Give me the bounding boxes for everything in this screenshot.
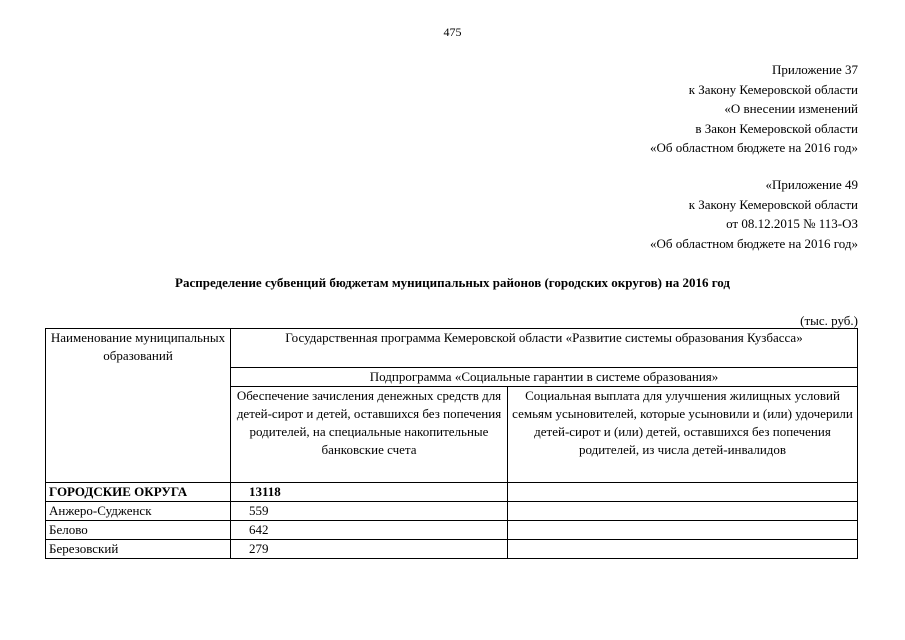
row-value-b [508, 521, 858, 540]
row-value-b [508, 540, 858, 559]
appendix-line: в Закон Кемеровской области [695, 120, 858, 136]
table-row [46, 483, 858, 502]
header-subprogram: Подпрограмма «Социальные гарантии в системе образования» [231, 368, 858, 387]
row-value-b [508, 502, 858, 521]
units-label: (тыс. руб.) [800, 313, 858, 328]
row-value-a: 642 [231, 521, 508, 540]
header-column-b: Социальная выплата для улучшения жилищных условий семьям усыновителей, которые усыновили и (или) удочерили детей-сирот и (или) детей, оставшихся без попечения родителей, из числа детей-инвалидов [508, 387, 858, 483]
appendix-ref-line: «Об областном бюджете на 2016 год» [650, 235, 858, 251]
row-value-a: 13118 [231, 483, 508, 502]
row-name: Анжеро-Судженск [46, 502, 231, 521]
header-program: Государственная программа Кемеровской области «Развитие системы образования Кузбасса» [231, 329, 858, 368]
header-column-a: Обеспечение зачисления денежных средств для детей-сирот и детей, оставшихся без попечения родителей, на специальные накопительные банковские счета [231, 387, 508, 483]
row-name: ГОРОДСКИЕ ОКРУГА [46, 483, 231, 502]
appendix-ref-line: от 08.12.2015 № 113-ОЗ [726, 216, 858, 231]
appendix-line: к Закону Кемеровской области [688, 81, 858, 97]
row-value-b [508, 483, 858, 502]
appendix-ref-line: «Приложение 49 [765, 177, 858, 192]
table-row [46, 540, 858, 559]
appendix-line: «О внесении изменений [724, 101, 858, 116]
appendix-ref-line: к Закону Кемеровской области [688, 196, 858, 212]
appendix-line: Приложение 37 [771, 62, 858, 77]
appendix-header [650, 60, 858, 158]
row-value-a: 559 [231, 502, 508, 521]
appendix-reference [650, 175, 858, 253]
row-name: Березовский [46, 540, 231, 559]
row-value-a: 279 [231, 540, 508, 559]
subventions-table [45, 328, 858, 559]
table-row [46, 521, 858, 540]
page-number: 475 [443, 25, 462, 39]
header-municipality: Наименование муниципальных образований [46, 329, 231, 483]
appendix-line: «Об областном бюджете на 2016 год» [650, 140, 858, 155]
row-name: Белово [46, 521, 231, 540]
table-row [46, 502, 858, 521]
document-title: Распределение субвенций бюджетам муниципальных районов (городских округов) на 2016 год [175, 275, 730, 290]
